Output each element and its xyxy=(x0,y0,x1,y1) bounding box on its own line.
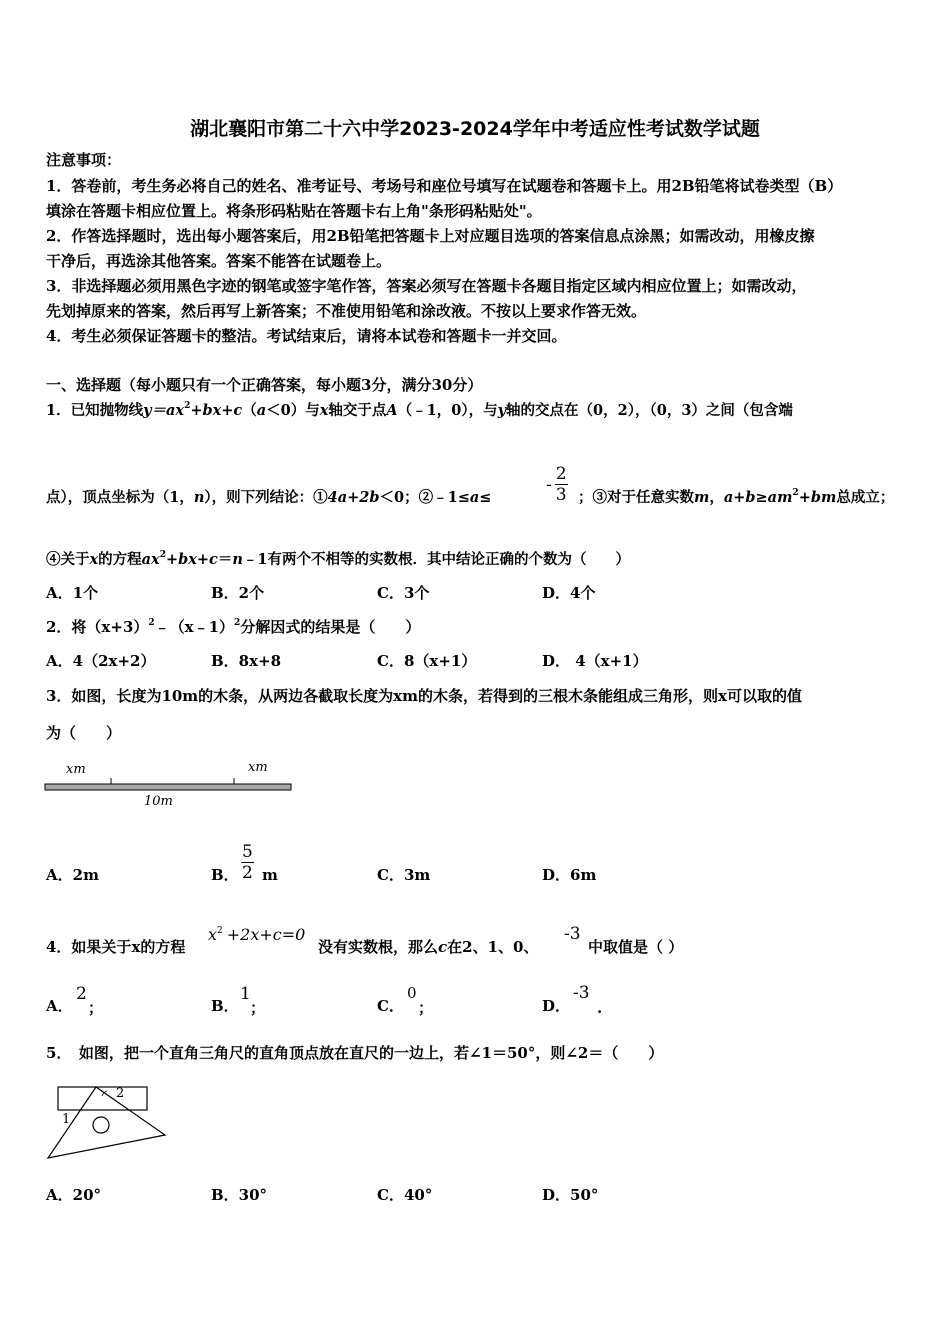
q2-option-d[interactable]: D． 4（x+1） xyxy=(542,652,648,670)
question-5-stem: 5． 如图，把一个直角三角尺的直角顶点放在直尺的一边上，若∠1＝50°，则∠2＝（ ） xyxy=(46,1044,664,1062)
q4-equation: $x^2 +2x+c=0$ xyxy=(208,925,306,944)
q4-option-d-end: . xyxy=(597,999,603,1017)
q4-option-c-value: 0 xyxy=(407,984,417,1002)
page-title: 湖北襄阳市第二十六中学2023-2024学年中考适应性考试数学试题 xyxy=(190,118,760,140)
question-4-stem-e: 中取值是（ ） xyxy=(588,938,684,956)
q4-option-d[interactable]: D． xyxy=(542,997,571,1015)
notice-line: 干净后，再选涂其他答案。答案不能答在试题卷上。 xyxy=(46,252,392,270)
notice-line: 填涂在答题卡相应位置上。将条形码粘贴在答题卡右上角"条形码粘贴处"。 xyxy=(46,202,542,220)
question-4-stem-a: 4．如果关于x的方程 xyxy=(46,938,186,956)
q5-option-d[interactable]: D．50° xyxy=(542,1186,599,1204)
notice-line: 4．考生必须保证答题卡的整洁。考试结束后，请将本试卷和答题卡一并交回。 xyxy=(46,327,567,345)
q5-angle-2-label: 2 xyxy=(116,1086,125,1101)
q1-option-d[interactable]: D．4个 xyxy=(542,584,596,602)
q3-fig-label-total: 10m xyxy=(144,794,173,809)
q4-option-a[interactable]: A． xyxy=(46,997,73,1015)
notice-heading: 注意事项： xyxy=(46,151,122,169)
notice-line: 1．答卷前，考生务必将自己的姓名、准考证号、考场号和座位号填写在试题卷和答题卡上。用2B铅笔将试卷类型（B） xyxy=(46,177,843,195)
q5-figure-triangle-ruler xyxy=(44,1082,174,1166)
q3-fig-label-left: xm xyxy=(66,762,86,777)
fraction-neg-two-thirds: - $\frac{2}{3}$ xyxy=(546,464,567,505)
q3-option-b-fraction: $\frac{5}{2}$ xyxy=(242,842,253,883)
q3-option-a[interactable]: A．2m xyxy=(46,866,99,884)
q3-option-c[interactable]: C．3m xyxy=(377,866,431,884)
notice-line: 2．作答选择题时，选出每小题答案后，用2B铅笔把答题卡上对应题目选项的答案信息点涂黑；如需改动，用橡皮擦 xyxy=(46,227,815,245)
question-1-line-3: ④关于x的方程$ax^2+bx+c=n﹣1$有两个不相等的实数根．其中结论正确的个数为（ ） xyxy=(46,550,631,568)
question-3-line-2: 为（ ） xyxy=(46,724,122,742)
question-2-stem: 2．将$(x+3)^2﹣(x﹣1)^2$分解因式的结果是（ ） xyxy=(46,618,421,636)
q4-option-c[interactable]: C． xyxy=(377,997,404,1015)
q2-option-b[interactable]: B．8x+8 xyxy=(211,652,282,670)
notice-line: 先划掉原来的答案，然后再写上新答案；不准使用铅笔和涂改液。不按以上要求作答无效。 xyxy=(46,302,647,320)
q2-option-c[interactable]: C．8（x+1） xyxy=(377,652,477,670)
question-1-line-1: 1．已知抛物线$y=ax^2+bx+c(a<0)$与x轴交于点A（﹣1，0），与y轴的交点在（0，2），（0，3）之间（包含端 xyxy=(46,401,793,419)
q5-option-b[interactable]: B．30° xyxy=(211,1186,268,1204)
q1-option-a[interactable]: A．1个 xyxy=(46,584,99,602)
q5-option-a[interactable]: A．20° xyxy=(46,1186,102,1204)
q5-angle-1-label: 1 xyxy=(62,1112,71,1127)
q4-option-a-value: 2 xyxy=(76,984,87,1004)
q4-option-b-sep: ； xyxy=(250,999,266,1017)
q4-option-b[interactable]: B． xyxy=(211,997,239,1015)
q4-option-d-value: -3 xyxy=(573,983,590,1003)
q1-option-c[interactable]: C．3个 xyxy=(377,584,430,602)
q4-value-neg3: -3 xyxy=(564,924,581,944)
question-3-line-1: 3．如图，长度为10m的木条，从两边各截取长度为xm的木条，若得到的三根木条能组成三角形，则x可以取的值 xyxy=(46,687,802,705)
question-1-line-2: 点），顶点坐标为（1，n），则下列结论：①4a+2b＜0；②﹣1≤a≤ xyxy=(46,489,492,506)
q1-option-b[interactable]: B．2个 xyxy=(211,584,265,602)
q5-option-c[interactable]: C．40° xyxy=(377,1186,433,1204)
q4-option-a-sep: ； xyxy=(88,999,104,1017)
q3-fig-label-right: xm xyxy=(248,760,268,775)
notice-line: 3．非选择题必须用黑色字迹的钢笔或签字笔作答，答案必须写在答题卡各题目指定区域内相应位置上；如需改动， xyxy=(46,277,807,295)
q3-option-b-unit: m xyxy=(262,866,278,884)
q3-option-b[interactable]: B． xyxy=(211,866,239,884)
question-1-line-2-end: ；③对于任意实数m，$a+b\ge am^2+bm$总成立； xyxy=(578,488,895,506)
q4-option-c-sep: ； xyxy=(418,999,434,1017)
q3-option-d[interactable]: D．6m xyxy=(542,866,597,884)
section-heading: 一、选择题（每小题只有一个正确答案，每小题3分，满分30分） xyxy=(46,376,483,394)
q2-option-a[interactable]: A．4（2x+2） xyxy=(46,652,156,670)
question-4-stem-b: 没有实数根，那么c在2、1、0、 xyxy=(318,938,539,956)
q3-figure-stick xyxy=(44,760,294,810)
q4-option-b-value: 1 xyxy=(240,984,251,1004)
